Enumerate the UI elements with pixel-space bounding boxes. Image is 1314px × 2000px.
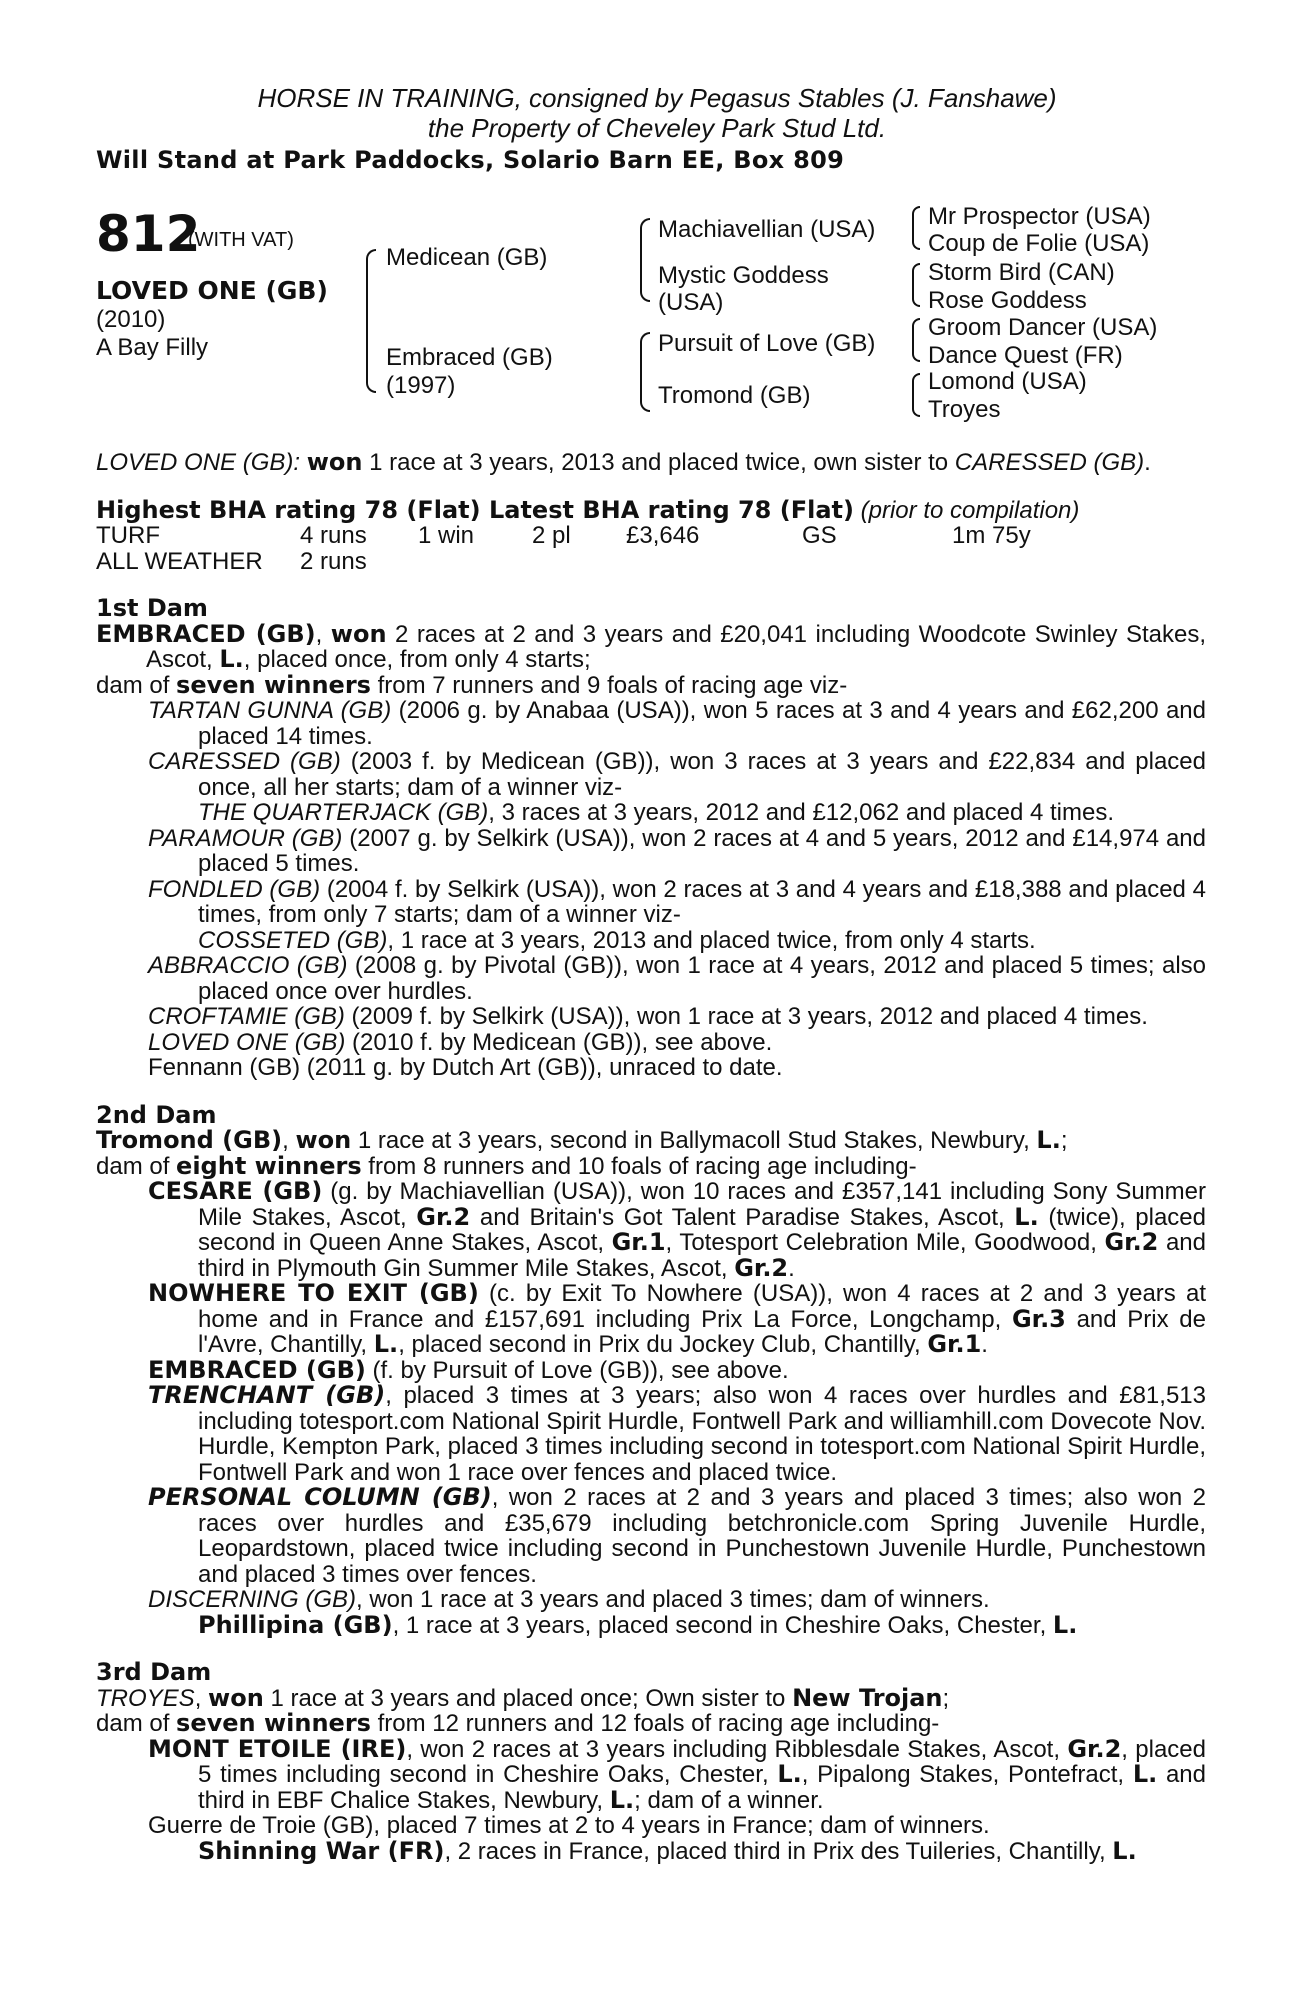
progeny-item: CARESSED (GB) (2003 f. by Medicean (GB)), won 3 races at 3 years and £22,834 and placed once, all her starts; dam of a winner viz- [148,748,1206,801]
all-weather-row: ALL WEATHER 2 runs [96,547,367,575]
dam-dam-dam: Troyes [928,396,1001,423]
first-dam-produce-line: dam of seven winners from 7 runners and 9 foals of racing age viz- [96,670,848,699]
pedigree-brace-dam [640,332,650,412]
second-dam-produce-line: dam of eight winners from 8 runners and 10 foals of racing age including- [96,1151,917,1180]
dam-dam: Tromond (GB) [658,382,811,409]
sire-dam-dam: Rose Goddess [928,287,1087,314]
progeny-item-discerning: DISCERNING (GB), won 1 race at 3 years and placed 3 times; dam of winners. [148,1586,990,1613]
catalogue-body [96,450,1206,1864]
first-dam-heading: 1st Dam [96,594,208,622]
sire-dam: Mystic Goddess [658,262,829,289]
pedigree-brace-ds [912,318,920,362]
horse-name: LOVED ONE (GB) [96,276,328,305]
progeny-item-mont-etoile: MONT ETOILE (IRE), won 2 races at 3 years including Ribblesdale Stakes, Ascot, Gr.2, placed 5 times including second in Cheshire Oaks, Chester, L., Pipalong Stakes, Pontefract, L. and third in EBF Chalice Stakes, Newbury, L.; dam of a winner. [148,1734,1207,1814]
progeny-item: PARAMOUR (GB) (2007 g. by Selkirk (USA)), won 2 races at 4 and 5 years, 2012 and £14,974 and placed 5 times. [148,824,1206,877]
foaling-year: (2010) [96,306,166,333]
consignor-line: HORSE IN TRAINING, consigned by Pegasus Stables (J. Fanshawe) [257,83,1057,113]
grand-progeny-item: COSSETED (GB), 1 race at 3 years, 2013 and placed twice, from only 4 starts. [198,926,1036,954]
horse-description: A Bay Filly [96,334,209,361]
dam-sire: Pursuit of Love (GB) [658,330,876,357]
third-dam-heading: 3rd Dam [96,1658,212,1686]
dam-sire-dam: Dance Quest (FR) [928,342,1123,369]
progeny-item: TARTAN GUNNA (GB) (2006 g. by Anabaa (USA)), won 5 races at 3 and 4 years and £62,200 and placed 14 times. [148,697,1206,750]
pedigree-brace-ss [912,206,920,250]
pedigree-brace-sd [912,263,920,307]
second-dam-heading: 2nd Dam [96,1100,217,1129]
grand-progeny-item: THE QUARTERJACK (GB), 3 races at 3 years, 2012 and £12,062 and placed 4 times. [198,799,1114,826]
grand-progeny-phillipina: Phillipina (GB), 1 race at 3 years, placed second in Cheshire Oaks, Chester, L. [198,1610,1078,1639]
lot-number: 812 [96,205,201,263]
sire-dam-country: (USA) [658,289,724,316]
sire-sire: Machiavellian (USA) [658,216,876,243]
progeny-item: LOVED ONE (GB) (2010 f. by Medicean (GB)), see above. [148,1028,773,1056]
second-dam-record: Tromond (GB), won 1 race at 3 years, second in Ballymacoll Stud Stakes, Newbury, L.; [96,1126,1068,1154]
dam: Embraced (GB) [386,344,553,371]
progeny-item: Fennann (GB) (2011 g. by Dutch Art (GB)), unraced to date. [148,1054,783,1081]
dam-sire-sire: Groom Dancer (USA) [928,314,1158,341]
sire: Medicean (GB) [386,244,548,271]
progeny-item-embraced: EMBRACED (GB) (f. by Pursuit of Love (GB)), see above. [148,1355,789,1384]
first-dam-record: EMBRACED (GB), won 2 races at 2 and 3 years and £20,041 including Woodcote Swinley Stakes, Ascot, L., placed once, from only 4 starts; [96,619,1206,673]
pedigree-brace-sire [640,218,650,302]
pedigree-brace-main [366,249,376,393]
progeny-item-trenchant: TRENCHANT (GB), placed 3 times at 3 years; also won 4 races over hurdles and £81,513 including totesport.com National Spirit Hurdle, Fontwell Park and williamhill.com Dovecote Nov. Hurdle, Kempton Park, placed 3 times including second in totesport.com National Spirit Hurdle, Fontwell Park and won 1 race over fences and placed twice. [148,1381,1206,1486]
horse-summary: LOVED ONE (GB): won 1 race at 3 years, 2013 and placed twice, own sister to CARESSED (GB). [96,448,1151,476]
turf-row: TURF 4 runs 1 win 2 pl £3,646 GS 1m 75y [96,522,1031,549]
vat-note: (WITH VAT) [188,229,294,251]
pedigree-brace-dd [912,373,920,417]
progeny-item-cesare: CESARE (GB) (g. by Machiavellian (USA)), won 10 races and £357,141 including Sony Summer Mile Stakes, Ascot, Gr.2 and Britain's Got Talent Paradise Stakes, Ascot, L. (twice), placed second in Queen Anne Stakes, Ascot, Gr.1, Totesport Celebration Mile, Goodwood, Gr.2 and third in Plymouth Gin Summer Mile Stakes, Ascot, Gr.2. [148,1177,1207,1282]
sire-dam-sire: Storm Bird (CAN) [928,259,1115,286]
progeny-item: ABBRACCIO (GB) (2008 g. by Pivotal (GB)), won 1 race at 4 years, 2012 and placed 5 times; also placed once over hurdles. [148,952,1206,1005]
location-line: Will Stand at Park Paddocks, Solario Barn EE, Box 809 [96,146,845,174]
progeny-item: CROFTAMIE (GB) (2009 f. by Selkirk (USA)), won 1 race at 3 years, 2012 and placed 4 times. [148,1003,1148,1030]
rating-heading: Highest BHA rating 78 (Flat) Latest BHA rating 78 (Flat) (prior to compilation) [96,495,1080,524]
grand-progeny-shinning-war: Shinning War (FR), 2 races in France, placed third in Prix des Tuileries, Chantilly, L. [198,1836,1137,1865]
progeny-item-personal-column: PERSONAL COLUMN (GB), won 2 races at 2 and 3 years and placed 3 times; also won 2 races over hurdles and £35,679 including betchronicle.com Spring Juvenile Hurdle, Leopardstown, placed twice including second in Punchestown Juvenile Hurdle, Punchestown and placed 3 times over fences. [148,1483,1207,1588]
progeny-item-guerre-de-troie: Guerre de Troie (GB), placed 7 times at 2 to 4 years in France; dam of winners. [148,1812,990,1839]
dam-year: (1997) [386,372,456,399]
third-dam-produce-line: dam of seven winners from 12 runners and 12 foals of racing age including- [96,1709,940,1737]
property-line: the Property of Cheveley Park Stud Ltd. [427,113,887,143]
dam-dam-sire: Lomond (USA) [928,368,1087,395]
sire-sire-sire: Mr Prospector (USA) [928,203,1151,230]
progeny-item-nowhere: NOWHERE TO EXIT (GB) (c. by Exit To Nowhere (USA)), won 4 races at 2 and 3 years at home and in France and £157,691 including Prix La Force, Longchamp, Gr.3 and Prix de l'Avre, Chantilly, L., placed second in Prix du Jockey Club, Chantilly, Gr.1. [148,1279,1206,1358]
progeny-item: FONDLED (GB) (2004 f. by Selkirk (USA)), won 2 races at 3 and 4 years and £18,388 and placed 4 times, from only 7 starts; dam of a winner viz- [148,875,1206,928]
sire-sire-dam: Coup de Folie (USA) [928,230,1150,257]
third-dam-record: TROYES, won 1 race at 3 years and placed once; Own sister to New Trojan; [96,1683,950,1712]
